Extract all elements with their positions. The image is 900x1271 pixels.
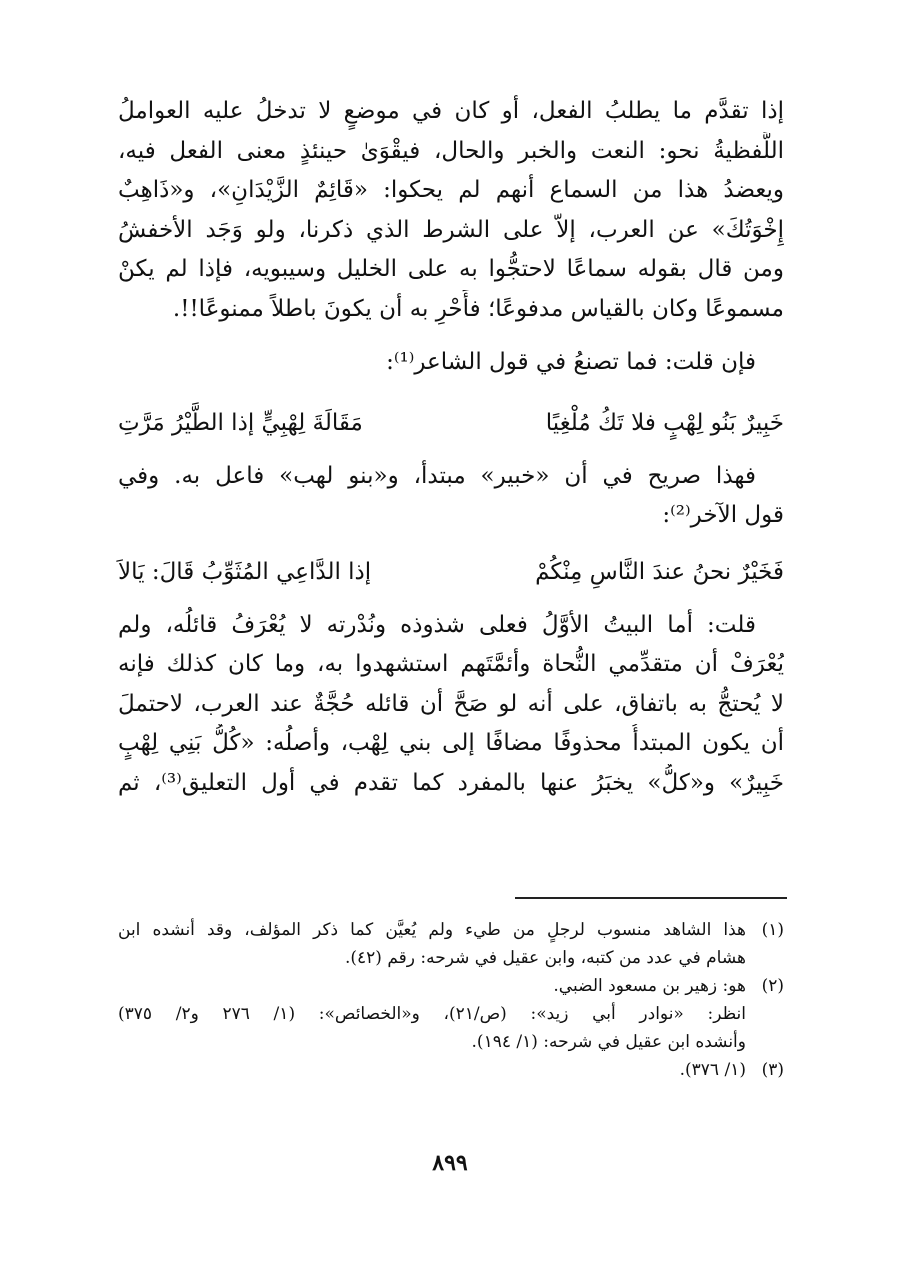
- footnote-number: (٢): [761, 976, 784, 996]
- footnotes: [118, 916, 784, 1084]
- text-line: لا يُحتجُّ به باتفاق، على أنه لو صَحَّ أن قائله حُجَّةٌ عند العرب، لاحتملَ: [118, 690, 784, 717]
- verse-2-second-hemistich: إذا الدَّاعِي المُثَوِّبُ قَالَ: يَالاَ: [118, 558, 372, 585]
- poetry-verse-2: [118, 552, 784, 592]
- footnote-number: (٣): [761, 1060, 784, 1080]
- text-line: قول الآخر⁽²⁾:: [662, 502, 784, 528]
- main-text: [118, 92, 784, 803]
- text-line: اللَّفظيةُ نحو: النعت والخبر والحال، فيقْوَىٰ حينئذٍ معنى الفعل فيه،: [118, 137, 784, 164]
- verse-2-first-hemistich: فَخَيْرٌ نحنُ عندَ النَّاسِ مِنْكُمْ: [535, 558, 784, 585]
- footnote-line: هشام في عدد من كتبه، وابن عقيل في شرحه: رقم (٤٢).: [344, 948, 746, 968]
- verse-1-second-hemistich: مَقَالَةَ لِهْبِيٍّ إذا الطَّيْرُ مَرَّتِ: [118, 409, 363, 436]
- footnote-2-continuation: [118, 1000, 784, 1056]
- footnote-3: [118, 1056, 784, 1084]
- footnote-divider: [515, 897, 787, 899]
- text-line: أن يكون المبتدأُ محذوفًا مضافًا إلى بني لِهْب، وأصلُه: «كُلُّ بَنِي لِهْبٍ: [118, 730, 784, 756]
- question-line: فإن قلت: فما تصنعُ في قول الشاعر⁽¹⁾:: [386, 349, 756, 375]
- footnote-line: انظر: «نوادر أبي زيد»: (ص/٢١)، و«الخصائص»: (١/ ٢٧٦ و٢/ ٣٧٥): [118, 1004, 746, 1024]
- poetry-verse-1: [118, 403, 784, 443]
- text-line: يُعْرَفْ أن متقدِّمي النُّحاة وأئمَّتَهم استشهدوا به، وما كان كذلك فإنه: [118, 651, 784, 677]
- verse-1-first-hemistich: خَبِيرٌ بَنُو لِهْبٍ فلا تَكُ مُلْغِيًا: [545, 409, 784, 436]
- answer-paragraph: [118, 606, 784, 804]
- explanation-paragraph: [118, 457, 784, 536]
- footnote-line: وأنشده ابن عقيل في شرحه: (١/ ١٩٤).: [471, 1032, 746, 1052]
- text-line: قلت: أما البيتُ الأوَّلُ فعلى شذوذه ونُدْرته لا يُعْرَفُ قائلُه، ولم: [118, 611, 756, 638]
- text-line: إِخْوَتُكَ» عن العرب، إلاّ على الشرط الذي ذكرنا، ولو وَجَد الأخفشُ: [118, 216, 784, 243]
- text-line: خَبِيرٌ» و«كلُّ» يخبَرُ عنها بالمفرد كما تقدم في أول التعليق⁽³⁾، ثم: [118, 769, 784, 796]
- page-number: ٨٩٩: [432, 1150, 468, 1176]
- footnote-2: [118, 972, 784, 1000]
- footnote-line: (١/ ٣٧٦).: [679, 1060, 746, 1080]
- text-line: ومن قال بقوله سماعًا لاحتجُّوا به على الخليل وسيبويه، فإذا لم يكنْ: [118, 256, 784, 282]
- text-line: فهذا صريح في أن «خبير» مبتدأ، و«بنو لهب» فاعل به. وفي: [118, 462, 756, 489]
- footnote-line: هو: زهير بن مسعود الضبي.: [553, 976, 746, 996]
- text-line: إذا تقدَّم ما يطلبُ الفعل، أو كان في موضعٍ لا تدخلُ عليه العواملُ: [118, 98, 784, 124]
- text-line: ويعضدُ هذا من السماع أنهم لم يحكوا: «قَائِمٌ الزَّيْدَانِ»، و«ذَاهِبٌ: [118, 177, 784, 203]
- text-line: مسموعًا وكان بالقياس مدفوعًا؛ فأَحْرِ به أن يكونَ باطلاً ممنوعًا!!.: [172, 295, 784, 322]
- footnote-number: (١): [761, 920, 784, 940]
- paragraph-1: [118, 92, 784, 329]
- question-paragraph: [118, 343, 784, 383]
- footnote-1: [118, 916, 784, 972]
- footnote-line: هذا الشاهد منسوب لرجلٍ من طيء ولم يُعيَّن كما ذكر المؤلف، وقد أنشده ابن: [118, 920, 746, 940]
